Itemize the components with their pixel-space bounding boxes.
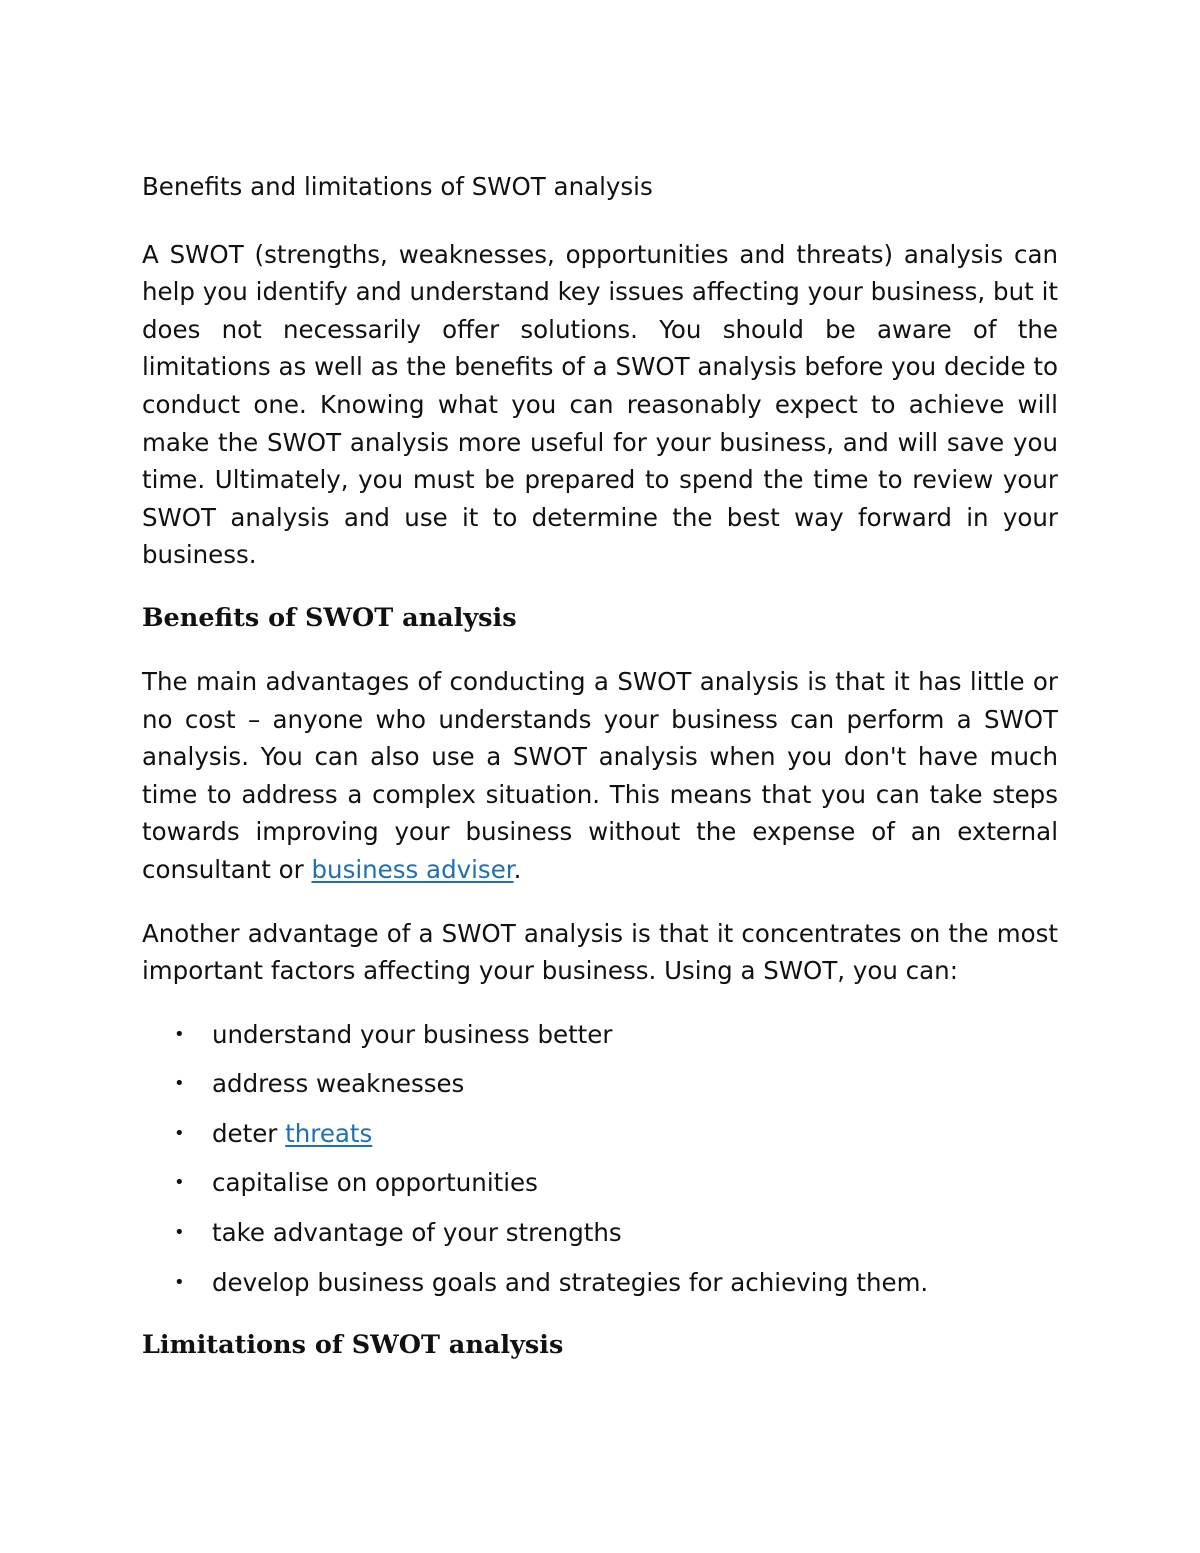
list-item-text: take advantage of your strengths	[212, 1218, 622, 1248]
list-item	[142, 1016, 1058, 1054]
list-item	[142, 1065, 1058, 1103]
threats-link[interactable]: threats	[285, 1118, 373, 1148]
intro-paragraph: A SWOT (strengths, weaknesses, opportunities and threats) analysis can help you identify and understand key issues affecting your business, but it does not necessarily offer solutions. You should be aware of the limitations as well as the benefits of a SWOT analysis before you decide to conduct one. Knowing what you can reasonably expect to achieve will make the SWOT analysis more useful for your business, and will save you time. Ultimately, you must be prepared to spend the time to review your SWOT analysis and use it to determine the best way forward in your business.	[142, 239, 1058, 570]
bullet-icon: •	[174, 1023, 185, 1045]
list-item-text: capitalise on opportunities	[212, 1168, 538, 1198]
benefits-paragraph-end: .	[513, 854, 522, 884]
benefits-heading: Benefits of SWOT analysis	[142, 602, 517, 633]
benefits-paragraph-text: The main advantages of conducting a SWOT analysis is that it has little or no cost – anyone who understands your business can perform a SWOT analysis. You can also use a SWOT analysis when you don't have much time to address a complex situation. This means that you can take steps towards improving your business without the expense of an external consultant or	[142, 666, 1058, 884]
benefits-bullet-list	[142, 1016, 1058, 1302]
list-item-text: understand your business better	[212, 1019, 613, 1049]
benefits-paragraph	[142, 663, 1058, 889]
document-title: Benefits and limitations of SWOT analysis	[142, 172, 653, 201]
list-item-text: deter	[212, 1118, 286, 1148]
list-item	[142, 1264, 1058, 1302]
list-item-text: address weaknesses	[212, 1069, 465, 1099]
list-item	[142, 1115, 1058, 1153]
bullet-icon: •	[174, 1172, 185, 1194]
bullet-icon: •	[174, 1073, 185, 1095]
another-advantage-paragraph: Another advantage of a SWOT analysis is that it concentrates on the most important factors affecting your business. Using a SWOT, you can:	[142, 918, 1058, 986]
bullet-icon: •	[174, 1122, 185, 1144]
limitations-heading: Limitations of SWOT analysis	[142, 1330, 564, 1361]
bullet-icon: •	[174, 1271, 185, 1293]
business-adviser-link[interactable]: business adviser	[311, 854, 514, 884]
document-page	[142, 168, 1058, 1390]
list-item	[142, 1164, 1058, 1202]
bullet-icon: •	[174, 1222, 185, 1244]
list-item	[142, 1214, 1058, 1252]
list-item-text: develop business goals and strategies for achieving them.	[212, 1267, 929, 1297]
